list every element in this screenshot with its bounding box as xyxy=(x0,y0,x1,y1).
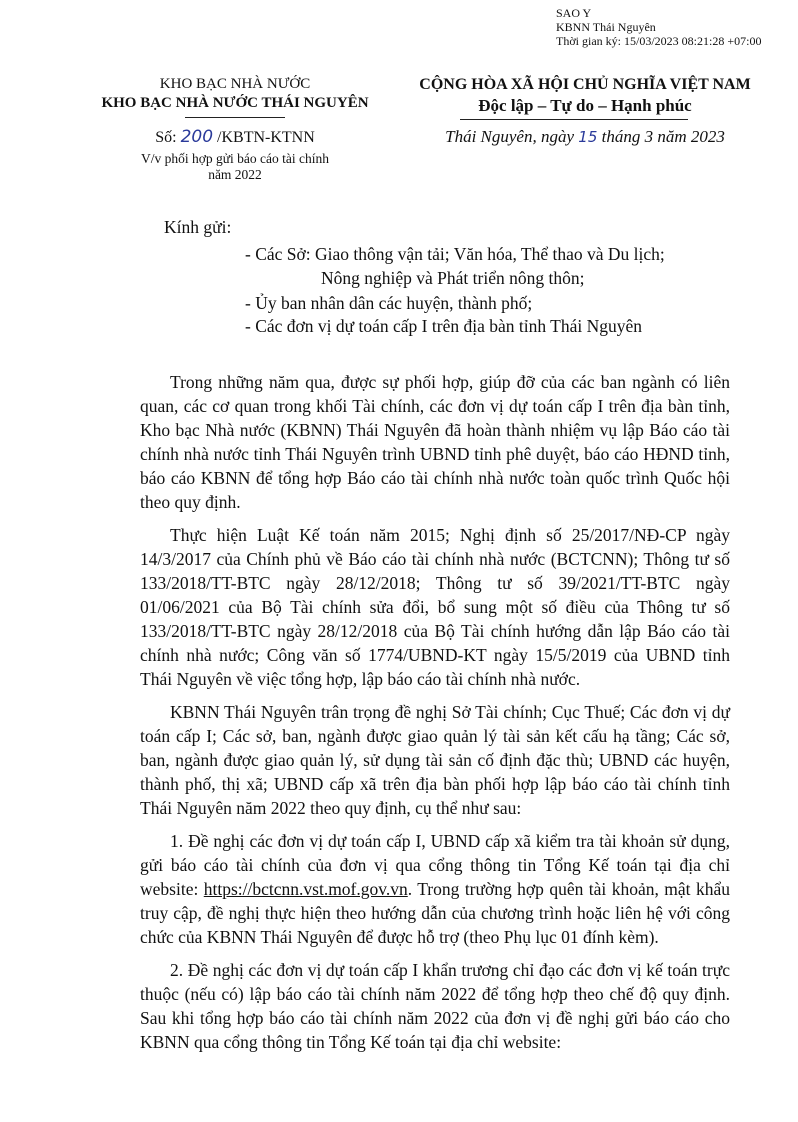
paragraph-4-text: 1. Đề nghị các đơn vị dự toán cấp I, UBND cấp xã kiểm tra tài khoản sử dụng, gửi báo cáo tài chính của đơn vị qua cổng thông tin Tổng Kế toán tại địa chỉ website: xyxy=(140,831,730,899)
website-link[interactable]: https://bctcnn.vst.mof.gov.vn xyxy=(203,879,408,899)
recipient-1-continued: Nông nghiệp và Phát triển nông thôn; xyxy=(321,268,585,288)
stamp-sign-time: Thời gian ký: 15/03/2023 08:21:28 +07:00 xyxy=(556,34,762,48)
subject xyxy=(70,151,400,183)
nation-title: CỘNG HÒA XÃ HỘI CHỦ NGHĨA VIỆT NAM xyxy=(419,76,751,93)
date-suffix: tháng 3 năm 2023 xyxy=(601,127,725,146)
number-prefix: Số: xyxy=(155,129,177,146)
subject-line-1: V/v phối hợp gửi báo cáo tài chính xyxy=(140,151,330,166)
paragraph-4 xyxy=(140,829,730,949)
recipient-1: - Các Sở: Giao thông vận tải; Văn hóa, Thể thao và Du lịch; xyxy=(245,244,665,264)
number-suffix: /KBTN-KTNN xyxy=(217,129,315,146)
date-day-handwritten: 15 xyxy=(578,128,598,146)
stamp-signer: KBNN Thái Nguyên xyxy=(556,20,656,34)
date-prefix: Thái Nguyên, ngày xyxy=(445,127,575,146)
paragraph-2: Thực hiện Luật Kế toán năm 2015; Nghị định số 25/2017/NĐ-CP ngày 14/3/2017 của Chính phủ về Báo cáo tài chính nhà nước (BCTCNN); Thông tư số 133/2018/TT-BTC ngày 28/12/2018; Thông tư số 39/2021/TT-BTC ngày 01/06/2021 của Bộ Tài chính sửa đổi, bổ sung một số điều của Thông tư số 133/2018/TT-BTC ngày 28/12/2018 của Bộ Tài chính hướng dẫn lập Báo cáo tài chính nhà nước; Công văn số 1774/UBND-KT ngày 15/5/2019 của UBND tỉnh Thái Nguyên về việc tổng hợp, lập báo cáo tài chính nhà nước. xyxy=(140,525,730,689)
place-date xyxy=(400,127,770,147)
paragraph-3: KBNN Thái Nguyên trân trọng đề nghị Sở Tài chính; Cục Thuế; Các đơn vị dự toán cấp I; Các sở, ban, ngành được giao quản lý tài sản kết cấu hạ tầng; Các sở, ban, ngành được giao quản lý, sử dụng tài sản cố định đặc thù; UBND các huyện, thành phố, thị xã; UBND cấp xã trên địa bàn phối hợp lập báo cáo tài chính tỉnh Thái Nguyên năm 2022 theo quy định, cụ thể như sau: xyxy=(140,702,730,818)
org-name: KHO BẠC NHÀ NƯỚC THÁI NGUYÊN xyxy=(101,95,369,111)
paragraph-5: 2. Đề nghị các đơn vị dự toán cấp I khẩn trương chỉ đạo các đơn vị kế toán trực thuộc (nếu có) lập báo cáo tài chính năm 2022 để tổng hợp theo chế độ quy định. Sau khi tổng hợp báo cáo tài chính năm 2022 của đơn vị đề nghị gửi báo cáo cho KBNN qua cổng thông tin Tổng Kế toán tại địa chỉ website: xyxy=(140,960,730,1052)
stamp-title: SAO Y xyxy=(556,6,592,20)
paragraph-4-text-cont: . Trong trường hợp quên tài khoản, mật khẩu truy cập, đề nghị thực hiện theo hướng dẫn của chương trình hoặc liên hệ với công chức của KBNN Thái Nguyên để được hỗ trợ (theo Phụ lục 01 đính kèm). xyxy=(140,879,730,947)
org-underline xyxy=(185,117,285,118)
greeting: Kính gửi: xyxy=(164,217,232,237)
motto-underline xyxy=(460,119,688,120)
document-number xyxy=(70,127,400,147)
subject-line-2: năm 2022 xyxy=(208,167,262,182)
document-body xyxy=(140,370,730,1054)
paragraph-1: Trong những năm qua, được sự phối hợp, giúp đỡ của các ban ngành có liên quan, các cơ quan trong khối Tài chính, các đơn vị dự toán cấp I trên địa bàn tỉnh, Kho bạc Nhà nước (KBNN) Thái Nguyên đã hoàn thành nhiệm vụ lập Báo cáo tài chính nhà nước tỉnh Thái Nguyên trình UBND tỉnh phê duyệt, báo cáo HĐND tỉnh, báo cáo KBNN để tổng hợp Báo cáo tài chính nhà nước toàn quốc trình Quốc hội theo quy định. xyxy=(140,372,730,512)
digital-signature-stamp xyxy=(556,6,761,48)
recipient-3: - Các đơn vị dự toán cấp I trên địa bàn tỉnh Thái Nguyên xyxy=(245,316,642,336)
org-parent: KHO BẠC NHÀ NƯỚC xyxy=(159,76,311,92)
number-handwritten: 200 xyxy=(180,127,214,147)
nation-motto: Độc lập – Tự do – Hạnh phúc xyxy=(478,96,692,115)
recipient-2: - Ủy ban nhân dân các huyện, thành phố; xyxy=(245,293,533,313)
